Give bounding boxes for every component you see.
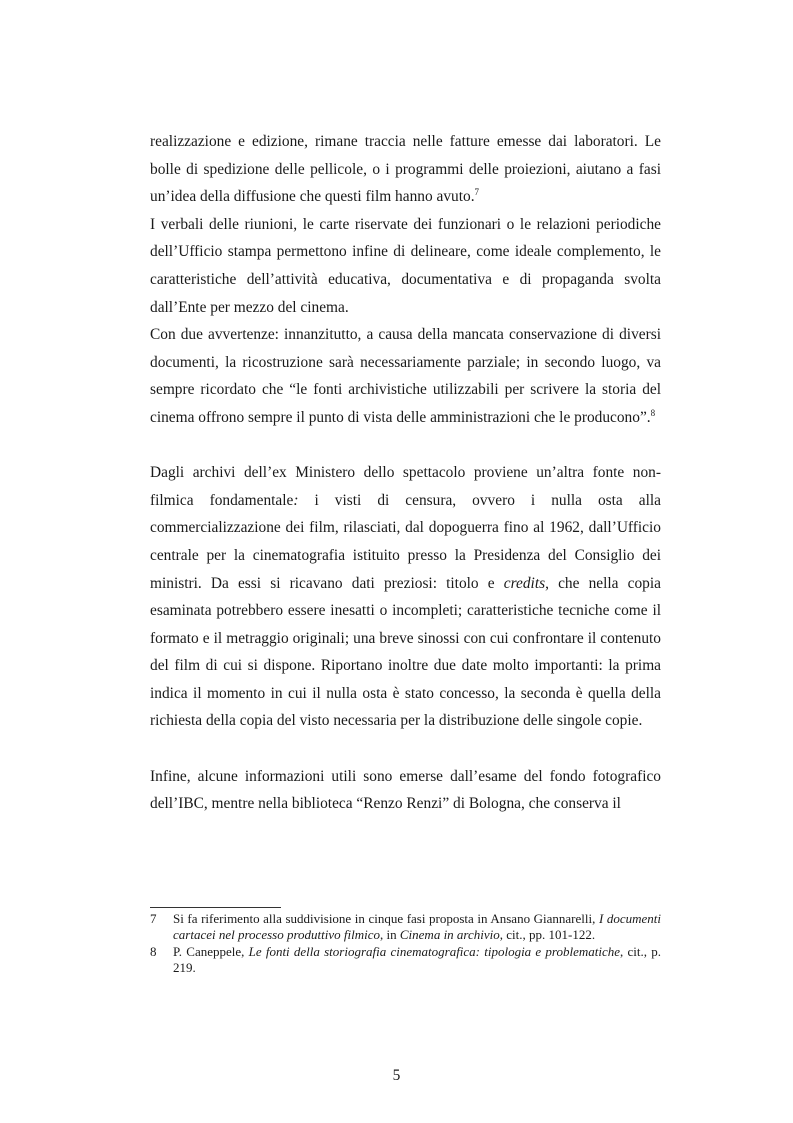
- text-run: , cit., pp. 101-122.: [499, 926, 596, 942]
- document-body: [150, 128, 661, 818]
- footnote-7: [150, 911, 661, 942]
- footnote-number: 7: [150, 911, 157, 926]
- italic-text: I documenti cartacei nel processo produttivo filmico: [173, 911, 661, 942]
- text-run: , cit., p. 219.: [173, 944, 661, 975]
- text-run: P. Caneppele,: [173, 944, 249, 960]
- footnote-ref: 8: [650, 407, 656, 418]
- paragraph-verbali: [150, 211, 661, 321]
- italic-text: Cinema in archivio: [399, 926, 500, 942]
- italic-text: Le fonti della storiografia cinematografica: tipologia e problematiche: [248, 944, 621, 960]
- text-run: i visti di censura, ovvero i nulla osta alla commercializzazione dei film, rilasciati, dal dopoguerra fino al 1962, dall’Ufficio centrale per la cinematografia istituito presso la Presidenza del Consiglio dei ministri. Da essi si ricavano dati preziosi: titolo e: [150, 491, 661, 592]
- paragraph-production-records: [150, 128, 661, 211]
- paragraph-fondo-fotografico: [150, 763, 661, 818]
- text-run: , che nella copia esaminata potrebbero essere inesatti o incompleti; caratteristiche tecniche come il formato e il metraggio originali; una breve sinossi con cui confrontare il contenuto del film di cui si dispone. Riportano inoltre due date molto importanti: la prima indica il momento in cui il nulla osta è stato concesso, la seconda è quella della richiesta della copia del visto necessaria per la distribuzione delle singole copie.: [150, 574, 661, 730]
- text-run: I verbali delle riunioni, le carte riservate dei funzionari o le relazioni periodiche dell’Ufficio stampa permettono infine di delineare, come ideale complemento, le caratteristiche dell’attività educativa, documentativa e di propaganda svolta dall’Ente per mezzo del cinema.: [150, 215, 661, 316]
- footnote-8: [150, 944, 661, 975]
- text-run: , in: [380, 926, 400, 942]
- footnote-separator: [150, 907, 281, 908]
- page-number: 5: [392, 1067, 401, 1084]
- footnote-number: 8: [150, 944, 157, 960]
- text-run: Con due avvertenze: innanzitutto, a causa della mancata conservazione di diversi documenti, la ricostruzione sarà necessariamente parziale; in secondo luogo, va sempre ricordato che “le fonti archivistiche utilizzabili per scrivere la storia del cinema offrono sempre il punto di vista delle amministrazioni che le producono”.: [150, 326, 661, 426]
- paragraph-visti-censura: [150, 459, 661, 735]
- footnote-text: [173, 911, 661, 942]
- footnotes: [150, 911, 661, 977]
- text-run: Si fa riferimento alla suddivisione in cinque fasi proposta in Ansano Giannarelli,: [173, 911, 599, 926]
- paragraph-avvertenze: [150, 321, 661, 431]
- footnote-ref: 7: [474, 187, 480, 198]
- footnote-text: [173, 944, 661, 975]
- italic-text: credits: [503, 574, 546, 592]
- text-run: Dagli archivi dell’ex Ministero dello spettacolo proviene un’altra fonte non-filmica fondamentale: [150, 464, 661, 509]
- text-run: realizzazione e edizione, rimane traccia nelle fatture emesse dai laboratori. Le bolle di spedizione delle pellicole, o i programmi delle proiezioni, aiutano a fasi un’idea della diffusione che questi film hanno avuto.: [150, 133, 661, 206]
- italic-text: :: [293, 491, 299, 509]
- text-run: Infine, alcune informazioni utili sono emerse dall’esame del fondo fotografico dell’IBC, mentre nella biblioteca “Renzo Renzi” di Bologna, che conserva il: [150, 767, 661, 813]
